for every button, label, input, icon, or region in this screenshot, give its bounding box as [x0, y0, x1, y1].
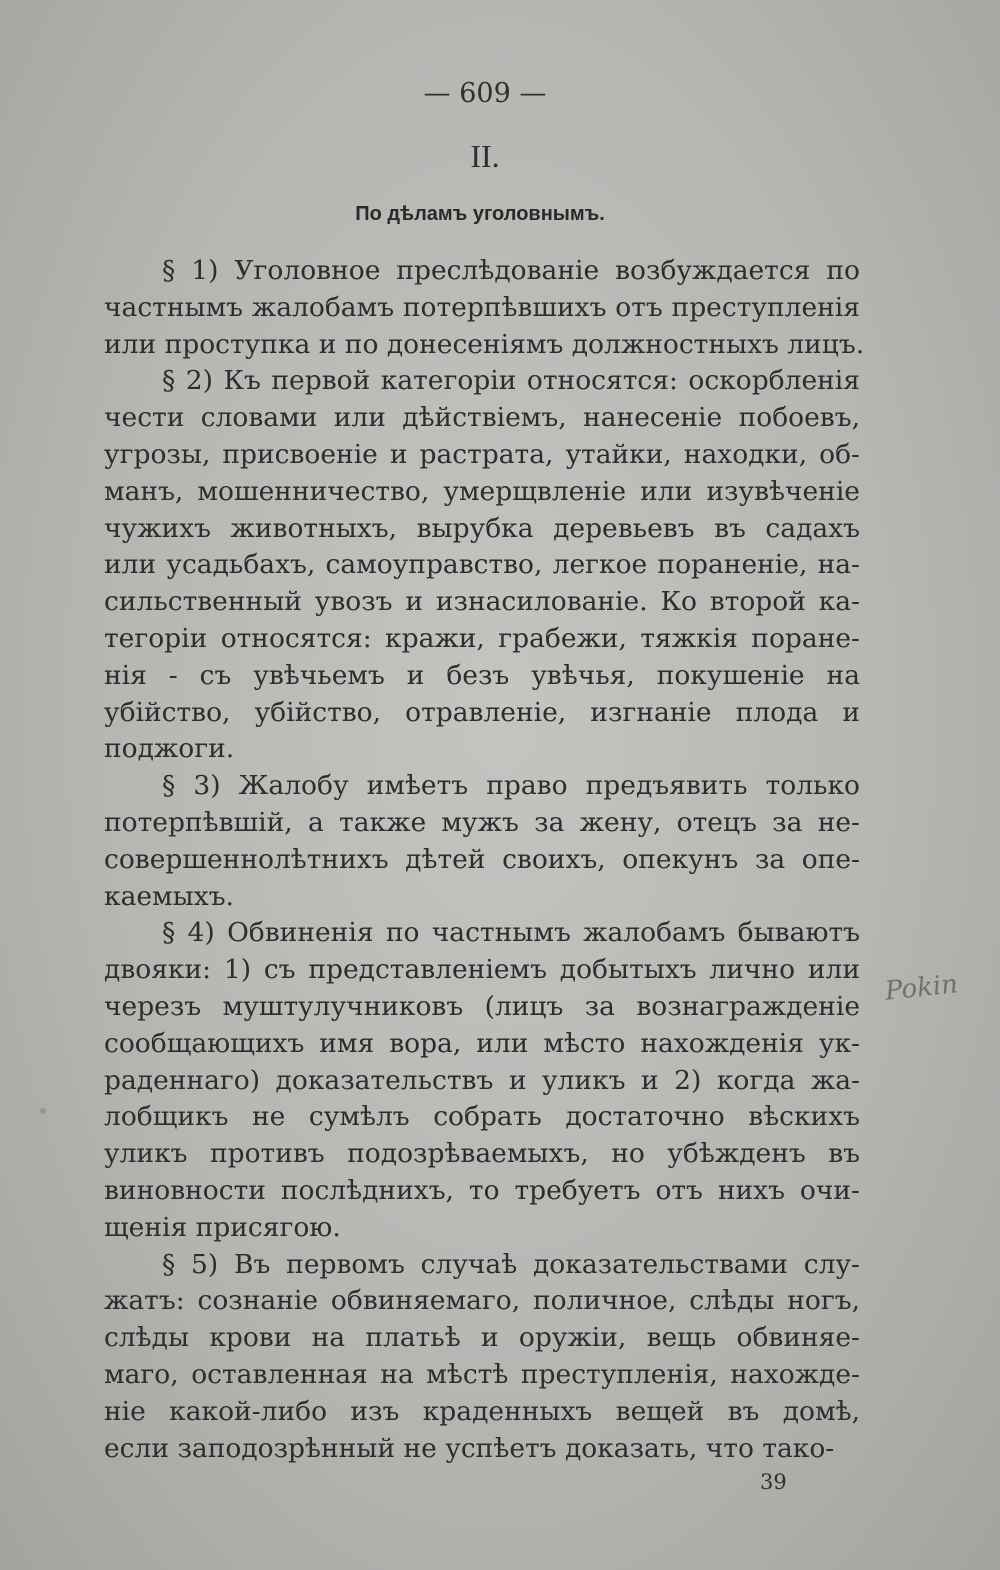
text-line: манъ, мошенничество, умерщвленіе или изувѣченіе — [104, 475, 860, 507]
text-line: поджоги. — [104, 733, 235, 765]
text-line: слѣды крови на платьѣ и оружіи, вещь обвиняе- — [104, 1322, 860, 1354]
text-line: двояки: 1) съ представленіемъ добытыхъ лично или — [104, 954, 860, 986]
text-line: угрозы, присвоеніе и растрата, утайки, находки, об- — [104, 438, 860, 470]
paragraph — [104, 915, 860, 1246]
text-line: черезъ муштулучниковъ (лицъ за вознагражденіе — [104, 990, 860, 1022]
text-line: частнымъ жалобамъ потерпѣвшихъ отъ преступленія — [104, 291, 860, 323]
paragraph — [104, 768, 860, 915]
text-line: или усадьбахъ, самоуправство, легкое пораненіе, на- — [104, 549, 860, 581]
text-line: § 3) Жалобу имѣетъ право предъявить только — [162, 770, 860, 802]
text-line: потерпѣвшій, а также мужъ за жену, отецъ за не- — [104, 806, 860, 838]
text-line: жатъ: сознаніе обвиняемаго, поличное, слѣды ногъ, — [104, 1285, 860, 1317]
text-line: лобщикъ не сумѣлъ собрать достаточно вѣскихъ — [104, 1101, 860, 1133]
text-line: раденнаго) доказательствъ и уликъ и 2) когда жа- — [104, 1064, 860, 1096]
text-line: маго, оставленная на мѣстѣ преступленія, нахожде- — [104, 1358, 860, 1390]
text-line: щенія присягою. — [104, 1211, 341, 1243]
text-line: § 4) Обвиненія по частнымъ жалобамъ бываютъ — [162, 917, 860, 949]
paragraph — [104, 1247, 860, 1468]
paper-speck — [40, 1108, 46, 1114]
section-title: II. — [470, 138, 500, 174]
text-line: каемыхъ. — [104, 880, 234, 912]
page-number: — 609 — — [423, 78, 547, 109]
text-line: § 5) Въ первомъ случаѣ доказательствами слу- — [162, 1248, 860, 1280]
text-line: § 1) Уголовное преслѣдованіе возбуждается по — [162, 255, 860, 286]
margin-handwritten-note: Pokin — [883, 969, 960, 1007]
paragraph — [104, 253, 865, 363]
paragraph — [104, 363, 860, 768]
text-line: если заподозрѣнный не успѣетъ доказать, что тако- — [104, 1432, 835, 1464]
text-line: § 2) Къ первой категоріи относятся: оскорбленія — [162, 365, 860, 397]
text-line: сильственный увозъ и изнасилованіе. Ко второй ка- — [104, 586, 860, 618]
text-line: виновности послѣднихъ, то требуетъ отъ нихъ очи- — [104, 1174, 860, 1206]
section-heading: По дѣламъ уголовнымъ. — [355, 203, 605, 225]
printer-signature-mark: 39 — [760, 1470, 787, 1494]
text-line: сообщающихъ имя вора, или мѣсто нахожденія ук- — [104, 1027, 860, 1059]
text-line: нія - съ увѣчьемъ и безъ увѣчья, покушеніе на — [104, 659, 860, 691]
text-line: совершеннолѣтнихъ дѣтей своихъ, опекунъ за опе- — [104, 843, 860, 875]
text-line: чужихъ животныхъ, вырубка деревьевъ въ садахъ — [104, 512, 860, 544]
text-line: чести словами или дѣйствіемъ, нанесеніе побоевъ, — [104, 402, 860, 434]
text-line: тегоріи относятся: кражи, грабежи, тяжкія поране- — [104, 622, 860, 654]
text-line: убійство, убійство, отравленіе, изгнаніе плода и — [104, 696, 860, 728]
text-line: уликъ противъ подозрѣваемыхъ, но убѣжденъ въ — [104, 1138, 860, 1170]
text-line: ніе какой-либо изъ краденныхъ вещей въ домѣ, — [104, 1395, 860, 1427]
body-text — [104, 253, 865, 1467]
text-line: или проступка и по донесеніямъ должностныхъ лицъ. — [104, 328, 865, 360]
